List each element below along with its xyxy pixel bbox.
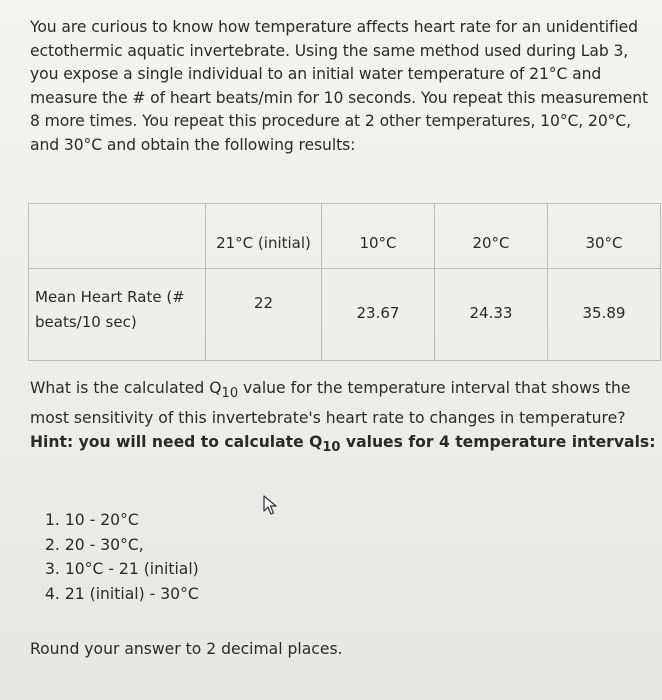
hint-text: [30, 433, 656, 456]
heart-rate-table: [28, 203, 661, 361]
question-text: What is the calculated Q: [30, 379, 222, 397]
list-item: 4. 21 (initial) - 30°C: [45, 584, 199, 603]
table-row: [29, 269, 661, 361]
table-header-30c: 30°C: [548, 204, 661, 269]
value-10c: 23.67: [322, 269, 435, 361]
value-21c-initial: 22: [206, 269, 322, 361]
list-item: 1. 10 - 20°C: [45, 511, 139, 529]
row-label-mean-heart-rate: Mean Heart Rate (# beats/10 sec): [29, 269, 206, 361]
question-paragraph: [30, 376, 658, 460]
value-20c: 24.33: [435, 269, 548, 361]
hint-text-a: Hint: you will need to calculate Q: [30, 433, 323, 452]
table-header-empty: [29, 204, 206, 269]
rounding-instruction: Round your answer to 2 decimal places.: [30, 640, 343, 658]
mouse-pointer-icon: [263, 495, 279, 515]
intro-paragraph: You are curious to know how temperature affects heart rate for an unidentified ectothermic aquatic invertebrate. Using the same method used during Lab 3, you expose a single individual to an initial water temperature of 21°C and measure the # of heart beats/min for 10 seconds. You repeat this measurement 8 more times. You repeat this procedure at 2 other temperatures, 10°C, 20°C, and 30°C and obtain the following results:: [30, 18, 649, 154]
table-header-10c: 10°C: [322, 204, 435, 269]
value-30c: 35.89: [548, 269, 661, 361]
q10-subscript: 10: [221, 386, 239, 402]
hint-text-b: values for 4 temperature intervals:: [340, 433, 656, 452]
table-header-21c-initial: 21°C (initial): [206, 204, 322, 269]
interval-list: [45, 508, 199, 606]
table-header-20c: 20°C: [435, 204, 548, 269]
table-header-row: [29, 204, 661, 269]
question-text-cont: value for the temperature interval that shows the most sensitivity of this invertebrate's heart rate to changes in temperature?: [30, 379, 631, 428]
list-item: 3. 10°C - 21 (initial): [45, 560, 199, 578]
q10-subscript-hint: 10: [322, 440, 341, 456]
list-item: 2. 20 - 30°C,: [45, 535, 144, 554]
